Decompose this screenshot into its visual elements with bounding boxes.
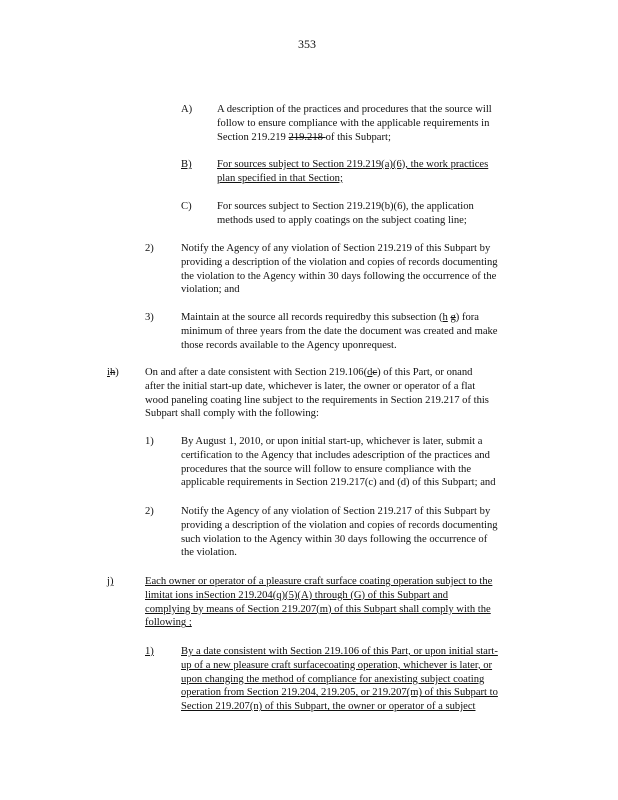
- item-c-label: C): [181, 201, 192, 212]
- text-line: the violation to the Agency within 30 days following the occurrence of the: [181, 270, 497, 282]
- text-line: minimum of three years from the date the document was created and make: [181, 325, 498, 337]
- item-i-label: [107, 366, 119, 380]
- inserted-text: i: [107, 367, 110, 378]
- item-b-label: B): [181, 159, 192, 170]
- item-i1-label: 1): [145, 436, 154, 447]
- text-line: [181, 311, 539, 325]
- item-3-text: [181, 311, 539, 352]
- text-line: procedures that the source will follow to ensure compliance with the: [181, 463, 472, 475]
- text-line: methods used to apply coatings on the subject coating line;: [217, 214, 467, 226]
- text-line: [217, 131, 527, 145]
- text-line: By August 1, 2010, or upon initial start-up, whichever is later, submit a: [181, 436, 483, 447]
- item-j-text: [145, 575, 539, 630]
- text-segment: Section 219.219: [217, 131, 289, 143]
- text-line: [145, 366, 539, 380]
- text-segment: On and after a date consistent with Section 219.106(: [145, 367, 368, 378]
- item-3-label: 3): [145, 312, 154, 323]
- text-line: limitat ions inSection 219.204(q)(5)(A) through (G) of this Subpart and: [145, 589, 449, 601]
- text-line: the violation.: [181, 547, 237, 559]
- text-line: those records available to the Agency uponrequest.: [181, 339, 397, 351]
- text-line: operation from Section 219.204, 219.205, or 219.207(m) of this Subpart to: [181, 687, 498, 699]
- text-line: providing a description of the violation and copies of records documenting: [181, 256, 498, 268]
- text-line: For sources subject to Section 219.219(b)(6), the application: [217, 201, 474, 212]
- item-j-label: j): [107, 576, 114, 587]
- text-line: plan specified in that Section;: [217, 172, 343, 184]
- text-line: Notify the Agency of any violation of Section 219.219 of this Subpart by: [181, 243, 491, 254]
- item-c-text: [217, 200, 527, 228]
- inserted-text: d: [367, 367, 373, 378]
- text-segment: Maintain at the source all records requiredby this subsection (: [181, 312, 443, 323]
- struck-text: c: [372, 367, 378, 378]
- text-line: By a date consistent with Section 219.106 of this Part, or upon initial start-: [181, 646, 498, 657]
- text-line: upon changing the method of compliance for anexisting subject coating: [181, 673, 485, 685]
- item-i-text: [145, 366, 539, 421]
- text-line: such violation to the Agency within 30 days following the occurrence of: [181, 533, 488, 545]
- text-segment: of this Subpart;: [325, 131, 391, 143]
- item-i2-label: 2): [145, 506, 154, 517]
- item-a-text: [217, 103, 527, 144]
- struck-text: g: [450, 312, 456, 323]
- text-line: certification to the Agency that includes adescription of the practices and: [181, 449, 490, 461]
- text-line: providing a description of the violation and copies of records documenting: [181, 519, 498, 531]
- item-b-text: [217, 158, 527, 186]
- text-segment: ) of this Part, or onand: [377, 367, 473, 378]
- item-i2-text: [181, 505, 539, 560]
- text-line: after the initial start-up date, whichever is later, the owner or operator of a flat: [145, 380, 476, 392]
- struck-text: 219.218: [288, 131, 326, 143]
- item-j1-label: 1): [145, 646, 154, 657]
- struck-text: h: [109, 367, 116, 378]
- text-line: Section 219.207(n) of this Subpart, the owner or operator of a subject: [181, 701, 476, 713]
- item-j1-text: [181, 645, 539, 714]
- inserted-text: h: [442, 312, 448, 323]
- text-line: follow to ensure compliance with the applicable requirements in: [217, 117, 490, 129]
- text-line: violation; and: [181, 284, 240, 296]
- text-segment: ) fora: [455, 312, 480, 323]
- text-line: Subpart shall comply with the following:: [145, 408, 319, 420]
- page-number: 353: [298, 37, 316, 51]
- text-line: applicable requirements in Section 219.217(c) and (d) of this Subpart; and: [181, 477, 496, 489]
- text-line: Each owner or operator of a pleasure craft surface coating operation subject to the: [145, 576, 493, 587]
- text-segment: ): [115, 367, 119, 378]
- text-line: wood paneling coating line subject to the requirements in Section 219.217 of this: [145, 394, 489, 406]
- text-line: For sources subject to Section 219.219(a)(6), the work practices: [217, 159, 489, 170]
- item-i1-text: [181, 435, 539, 490]
- item-2-text: [181, 242, 539, 297]
- item-2-label: 2): [145, 243, 154, 254]
- text-line: up of a new pleasure craft surfacecoating operation, whichever is later, or: [181, 659, 493, 671]
- text-line: Notify the Agency of any violation of Section 219.217 of this Subpart by: [181, 506, 491, 517]
- text-line: A description of the practices and procedures that the source will: [217, 104, 492, 115]
- item-a-label: A): [181, 104, 193, 115]
- text-line: complying by means of Section 219.207(m) of this Subpart shall comply with the: [145, 603, 491, 615]
- text-line: following ;: [145, 617, 192, 629]
